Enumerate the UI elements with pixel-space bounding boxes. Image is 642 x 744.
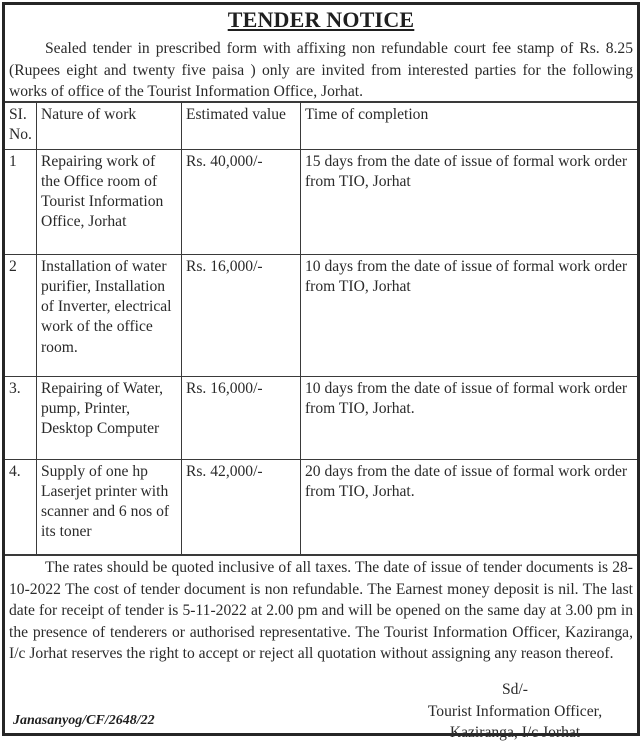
notice-title: TENDER NOTICE <box>227 7 415 32</box>
table-row <box>4 149 639 254</box>
cell-nature-of-work: Installation of water purifier, Installation of Inverter, electrical work of the office room. <box>36 254 181 376</box>
cell-time-of-completion: 10 days from the date of issue of formal work order from TIO, Jorhat. <box>300 376 638 459</box>
signature-sd: Sd/- <box>502 681 528 698</box>
cell-nature-of-work: Repairing of Water, pump, Printer, Desktop Computer <box>36 376 181 459</box>
signature-location: Kaziranga, I/c Jorhat <box>449 724 581 742</box>
table-row <box>4 459 639 555</box>
header-estimated-value: Estimated value <box>181 102 300 149</box>
cell-sl-no: 2 <box>4 254 37 376</box>
works-table <box>2 101 640 556</box>
cell-time-of-completion: 10 days from the date of issue of formal work order from TIO, Jorhat <box>300 254 638 376</box>
header-nature-of-work: Nature of work <box>36 102 181 149</box>
cell-estimated-value: Rs. 16,000/- <box>181 376 300 459</box>
cell-estimated-value: Rs. 16,000/- <box>181 254 300 376</box>
signature-designation: Tourist Information Officer, <box>427 702 603 720</box>
signature-block <box>395 679 635 744</box>
table-row <box>4 376 639 459</box>
cell-time-of-completion: 20 days from the date of issue of formal work order from TIO, Jorhat. <box>300 459 638 555</box>
cell-sl-no: 3. <box>4 376 37 459</box>
cell-sl-no: 1 <box>4 149 37 254</box>
cell-time-of-completion: 15 days from the date of issue of formal work order from TIO, Jorhat <box>300 149 638 254</box>
table-row <box>4 254 639 376</box>
intro-paragraph: Sealed tender in prescribed form with affixing non refundable court fee stamp of Rs. 8.25 (Rupees eight and twenty five paisa ) only are invited from interested parties for the following works of office of the Tourist Information Office, Jorhat. <box>9 40 633 101</box>
header-sl-no: SI. No. <box>4 102 37 149</box>
cell-estimated-value: Rs. 40,000/- <box>181 149 300 254</box>
cell-nature-of-work: Supply of one hp Laserjet printer with scanner and 6 nos of its toner <box>36 459 181 555</box>
table-header-row <box>4 102 639 149</box>
cell-estimated-value: Rs. 42,000/- <box>181 459 300 555</box>
cell-sl-no: 4. <box>4 459 37 555</box>
header-time-of-completion: Time of completion <box>300 102 638 149</box>
tender-notice-frame <box>2 2 640 742</box>
reference-number: Janasanyog/CF/2648/22 <box>13 713 155 728</box>
cell-nature-of-work: Repairing work of the Office room of Tourist Information Office, Jorhat <box>36 149 181 254</box>
terms-paragraph: The rates should be quoted inclusive of all taxes. The date of issue of tender documents is 28-10-2022 The cost of tender document is non refundable. The Earnest money deposit is nil. The last date for receipt of tender is 5-11-2022 at 2.00 pm and will be opened on the same day at 3.00 pm in the presence of tenderers or authorised representative. The Tourist Information Officer, Kaziranga, I/c Jorhat reserves the right to accept or reject all quotation without assigning any reason thereof. <box>9 559 633 663</box>
